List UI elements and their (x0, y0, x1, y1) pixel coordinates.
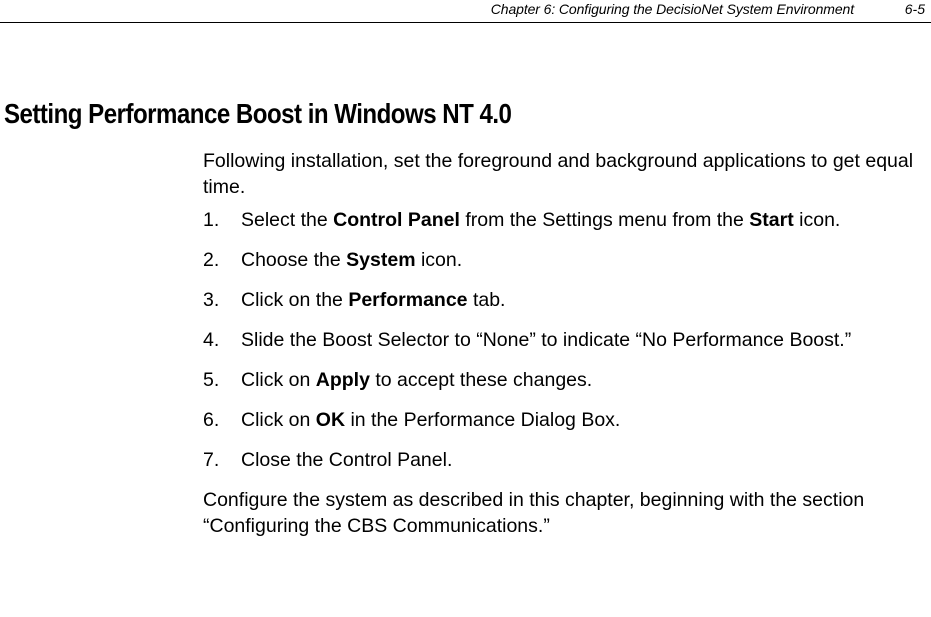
step-number: 6. (203, 409, 220, 431)
closing-paragraph: Configure the system as described in this chapter, beginning with the section “Configuring the CBS Communications.” (203, 489, 865, 537)
performance-keyword: Performance (348, 289, 468, 311)
step-number: 3. (203, 289, 220, 311)
step-text: icon. (415, 249, 463, 271)
step-number: 7. (203, 449, 220, 471)
step-number: 4. (203, 329, 220, 351)
step-text: Slide the Boost Selector to “None” to indicate “No Performance Boost.” (241, 329, 852, 351)
step-text: Choose the (241, 249, 347, 271)
step-text: Close the Control Panel. (241, 449, 453, 471)
system-keyword: System (346, 249, 416, 271)
step-6 (203, 407, 929, 433)
step-4 (203, 327, 929, 353)
page-header (0, 0, 931, 23)
step-text: Click on (241, 369, 316, 391)
step-text: Click on the (241, 289, 349, 311)
page-number: 6-5 (904, 1, 925, 17)
step-text: from the Settings menu from the (459, 209, 750, 231)
step-1 (203, 207, 929, 233)
step-text: Select the (241, 209, 334, 231)
step-number: 2. (203, 249, 220, 271)
step-number: 5. (203, 369, 220, 391)
step-3 (203, 287, 929, 313)
control-panel-keyword: Control Panel (333, 209, 460, 231)
section-body (203, 148, 929, 539)
start-keyword: Start (749, 209, 794, 231)
apply-keyword: Apply (315, 369, 370, 391)
step-text: in the Performance Dialog Box. (345, 409, 621, 431)
step-text: icon. (793, 209, 841, 231)
step-text: to accept these changes. (369, 369, 593, 391)
step-text: tab. (467, 289, 506, 311)
step-7 (203, 447, 929, 473)
step-2 (203, 247, 929, 273)
step-5 (203, 367, 929, 393)
section-title: Setting Performance Boost in Windows NT 4.0 (4, 98, 512, 129)
step-text: Click on (241, 409, 316, 431)
step-number: 1. (203, 209, 220, 231)
steps-list (203, 207, 929, 473)
intro-paragraph: Following installation, set the foreground and background applications to get equal time. (203, 150, 914, 198)
ok-keyword: OK (315, 409, 346, 431)
chapter-title: Chapter 6: Configuring the DecisioNet System Environment (490, 1, 854, 17)
